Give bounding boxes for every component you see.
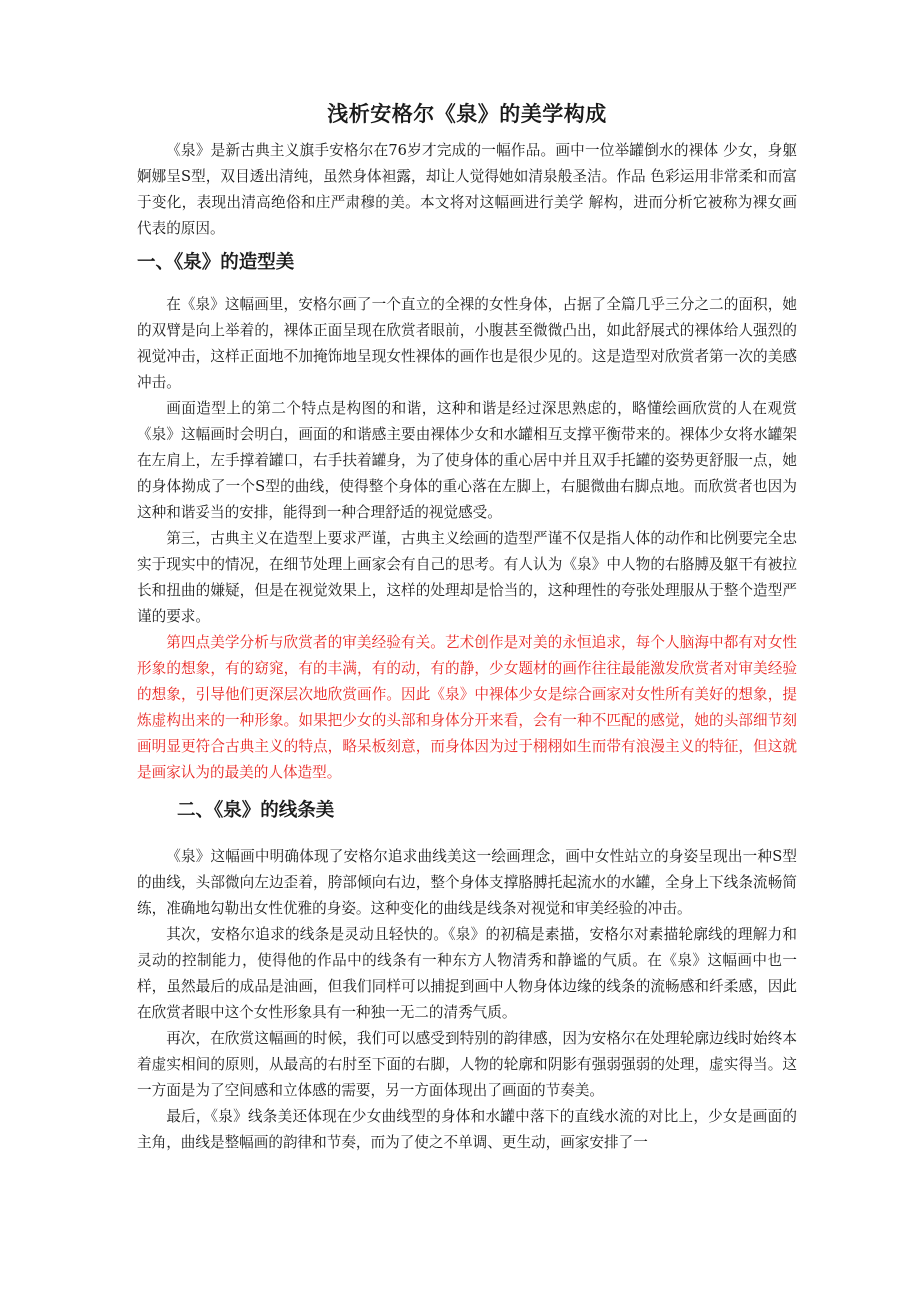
section-2-paragraph-2: 其次，安格尔追求的线条是灵动且轻快的。《泉》的初稿是素描，安格尔对素描轮廓线的理解力和灵动的控制能力，使得他的作品中的线条有一种东方人物清秀和静谧的气质。在《泉》这幅画中也一样，虽然最后的成品是油画，但我们同样可以捕捉到画中人物身体边缘的线条的流畅感和纤柔感，因此在欣赏者眼中这个女性形象具有一种独一无二的清秀气质。 (137, 926, 797, 1021)
section-2-heading: 二、《泉》的线条美 (177, 800, 335, 821)
document-title: 浅析安格尔《泉》的美学构成 (327, 102, 607, 126)
section-1-paragraph-2: 画面造型上的第二个特点是构图的和谐，这种和谐是经过深思熟虑的，略懂绘画欣赏的人在观赏《泉》这幅画时会明白，画面的和谐感主要由裸体少女和水罐相互支撑平衡带来的。裸体少女将水罐架在左肩上，左手撑着罐口，右手扶着罐身，为了使身体的重心居中并且双手托罐的姿势更舒服一点，她的身体拗成了一个S型的曲线，使得整个身体的重心落在左脚上，右腿微曲右脚点地。而欣赏者也因为这种和谐妥当的安排，能得到一种合理舒适的视觉感受。 (137, 400, 797, 521)
document-page (137, 96, 797, 1156)
intro-paragraph: 《泉》是新古典主义旗手安格尔在76岁才完成的一幅作品。画中一位举罐倒水的裸体 少女，身躯婀娜呈S型，双目透出清纯，虽然身体袒露，却让人觉得她如清泉般圣洁。作品 色彩运用非常柔和而富于变化，表现出清高绝俗和庄严肃穆的美。本文将对这幅画进行美学 解构，进而分析它被称为裸女画代表的原因。 (137, 142, 797, 237)
section-2-paragraph-1: 《泉》这幅画中明确体现了安格尔追求曲线美这一绘画理念，画中女性站立的身姿呈现出一种S型的曲线，头部微向左边歪着，胯部倾向右边，整个身体支撑胳膊托起流水的水罐，全身上下线条流畅简练，准确地勾勒出女性优雅的身姿。这种变化的曲线是线条对视觉和审美经验的冲击。 (137, 848, 797, 917)
section-1-paragraph-1: 在《泉》这幅画里，安格尔画了一个直立的全裸的女性身体，占据了全篇几乎三分之二的面积，她的双臂是向上举着的，裸体正面呈现在欣赏者眼前，小腹甚至微微凸出，如此舒展式的裸体给人强烈的视觉冲击，这样正面地不加掩饰地呈现女性裸体的画作也是很少见的。这是造型对欣赏者第一次的美感冲击。 (137, 296, 797, 391)
section-2-paragraph-3: 再次，在欣赏这幅画的时候，我们可以感受到特别的韵律感，因为安格尔在处理轮廓边线时始终本着虚实相间的原则，从最高的右肘至下面的右脚，人物的轮廓和阴影有强弱强弱的处理，虚实得当。这一方面是为了空间感和立体感的需要，另一方面体现出了画面的节奏美。 (137, 1030, 797, 1099)
section-1-paragraph-3: 第三，古典主义在造型上要求严谨，古典主义绘画的造型严谨不仅是指人体的动作和比例要完全忠实于现实中的情况，在细节处理上画家会有自己的思考。有人认为《泉》中人物的右胳膊及躯干有被拉长和扭曲的嫌疑，但是在视觉效果上，这样的处理却是恰当的，这种理性的夸张处理服从于整个造型严谨的要求。 (137, 530, 797, 625)
section-1-heading: 一、《泉》的造型美 (137, 252, 295, 273)
section-1-paragraph-4-highlighted: 第四点美学分析与欣赏者的审美经验有关。艺术创作是对美的永恒追求，每个人脑海中都有对女性形象的想象，有的窈窕，有的丰满，有的动，有的静，少女题材的画作往往最能激发欣赏者对审美经验的想象，引导他们更深层次地欣赏画作。因此《泉》中裸体少女是综合画家对女性所有美好的想象，提炼虚构出来的一种形象。如果把少女的头部和身体分开来看，会有一种不匹配的感觉，她的头部细节刻画明显更符合古典主义的特点，略呆板刻意，而身体因为过于栩栩如生而带有浪漫主义的特征，但这就是画家认为的最美的人体造型。 (137, 634, 797, 781)
section-2-paragraph-4: 最后，《泉》线条美还体现在少女曲线型的身体和水罐中落下的直线水流的对比上，少女是画面的主角，曲线是整幅画的韵律和节奏，而为了使之不单调、更生动，画家安排了一 (137, 1108, 797, 1151)
